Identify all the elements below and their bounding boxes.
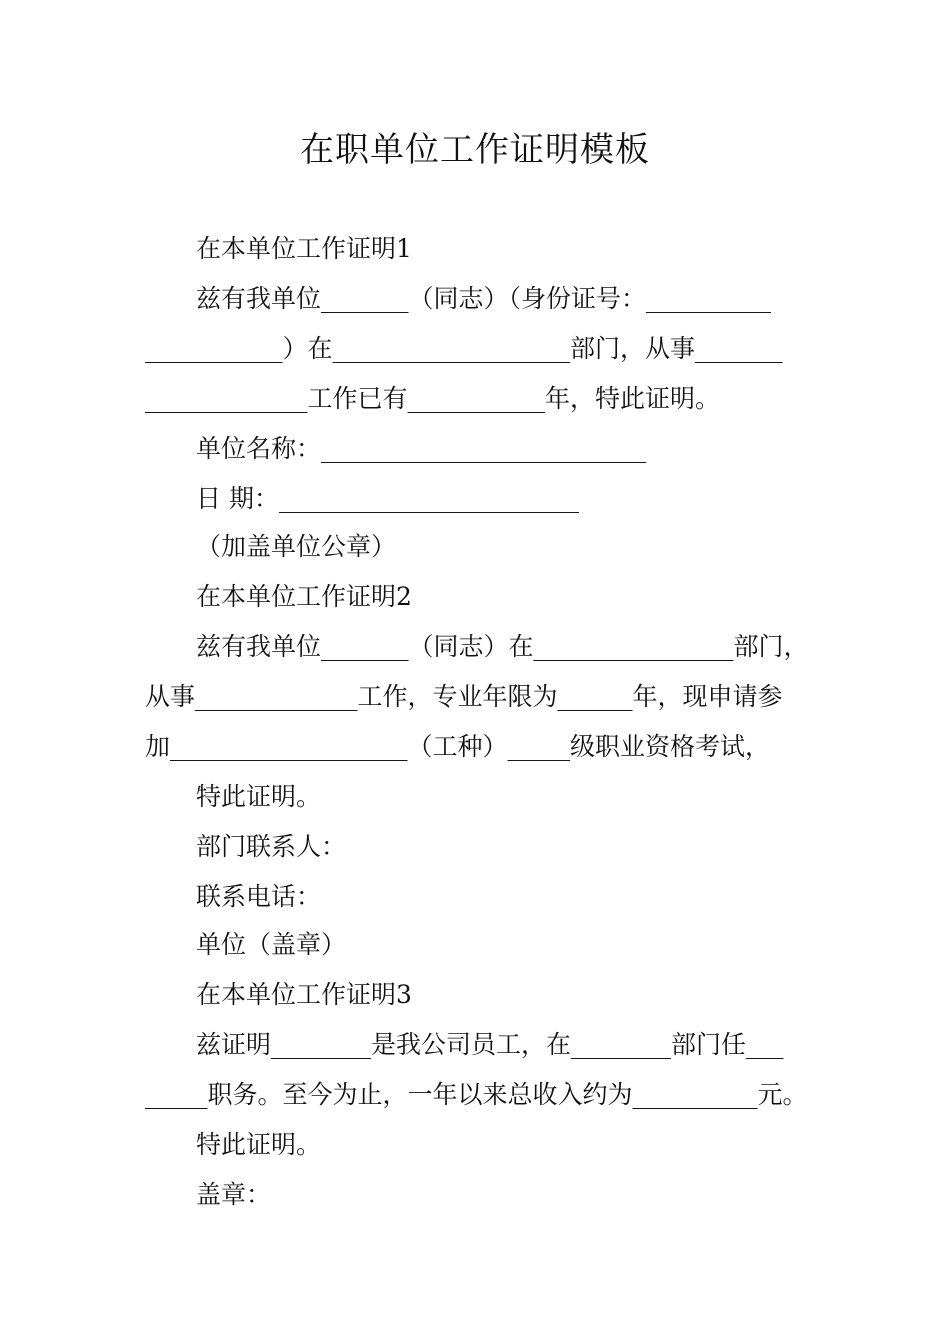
cert2-closing: 特此证明。 (196, 782, 322, 811)
cert2-body-line-3: 加___________________（工种）_____级职业资格考试， (145, 732, 771, 761)
cert3-seal: 盖章： (196, 1180, 272, 1209)
cert1-seal-note: （加盖单位公章） (196, 532, 397, 561)
cert2-body-line-1: 兹有我单位_______（同志）在________________部门， (196, 632, 809, 661)
cert1-heading: 在本单位工作证明1 (196, 234, 412, 263)
cert2-contact-person: 部门联系人： (196, 832, 347, 861)
cert1-unit-name: 单位名称：__________________________ (196, 434, 647, 463)
cert3-body-line-2: _____职务。至今为止，一年以来总收入约为__________元。 (145, 1080, 808, 1109)
document-title: 在职单位工作证明模板 (300, 130, 650, 170)
cert2-body-line-2: 从事_____________工作，专业年限为______年，现申请参 (145, 682, 783, 711)
cert3-body-line-1: 兹证明________是我公司员工，在________部门任___ (196, 1030, 784, 1059)
cert1-date: 日 期：________________________ (196, 484, 579, 513)
cert3-heading: 在本单位工作证明3 (196, 980, 412, 1009)
cert1-body-line-1: 兹有我单位_______（同志）（身份证号：__________ (196, 284, 772, 313)
cert3-closing: 特此证明。 (196, 1130, 322, 1159)
cert1-body-line-2: ___________）在___________________部门，从事_______ (145, 334, 783, 363)
cert2-contact-phone: 联系电话： (196, 882, 322, 911)
cert2-unit-seal: 单位（盖章） (196, 930, 347, 959)
cert1-body-line-3: _____________工作已有___________年，特此证明。 (145, 384, 721, 413)
cert2-heading: 在本单位工作证明2 (196, 582, 412, 611)
